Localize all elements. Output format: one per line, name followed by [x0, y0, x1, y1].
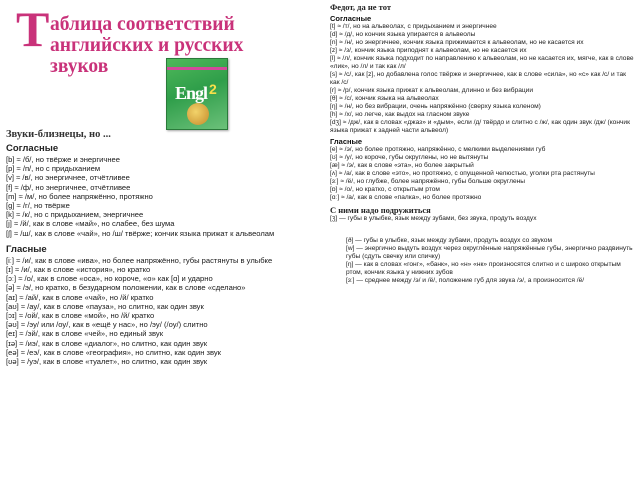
title-line-2: английских и русских [50, 35, 244, 56]
right-column [330, 2, 635, 285]
list-item: [ɑː] ≈ /а/, как в слове «палка», но более протяжно [330, 194, 482, 201]
list-item: [ŋ] ≈ /н/, но без вибрации, очень напряжённо (сверху языка коленом) [330, 103, 541, 110]
list-item: [eə] ≈ /еэ/, как в слове «география», но слитно, как один звук [6, 347, 221, 357]
list-item: [g] ≈ /г/, но твёрже [6, 201, 70, 211]
similar-intro: [ʒ] — губы в улыбке, язык между зубами, без звука, продуть воздух [330, 215, 537, 222]
list-item: [ʌ] ≈ /а/, как в слове «это», но протяжно, с опущенной челюстью, уголки рта растянуты [330, 170, 595, 177]
similar-heading: С ними надо подружиться [330, 205, 431, 215]
left-consonants-list [6, 155, 316, 238]
list-item: [t] ≈ /т/, но на альвеолах, с придыханием и энергичнее [330, 23, 497, 30]
left-column [6, 128, 316, 366]
list-item: [ʃ] ≈ /ш/, как в слове «чай», но /ш/ твёрже; кончик языка прижат к альвеолам [6, 228, 275, 238]
list-item: [ɒ] ≈ /о/, но кратко, с открытым ртом [330, 186, 440, 193]
list-item: [r] ≈ /р/, кончик языка прижат к альвеолам, длинно и без вибрации [330, 87, 533, 94]
list-item: [m] ≈ /м/, но более напряжённо, протяжно [6, 191, 153, 201]
list-item: [ŋ] — как в словах «гонг», «банк», но «н» «нк» произносятся слитно и с широко открытым ртом, кончик языка у нижних зубов [346, 261, 623, 276]
title-block [6, 1, 318, 77]
cover-band [167, 67, 227, 70]
list-item: [eɪ] ≈ /эй/, как в слове «чей», но единый звук [6, 329, 164, 339]
list-item: [ɜː] ≈ /ё/, но глубже, более напряжённо, губы больше округлены [330, 178, 525, 185]
list-item: [ʊə] ≈ /уэ/, как в слове «туалет», но слитно, как один звук [6, 357, 208, 367]
title-line-1: аблица соответствий [50, 14, 235, 35]
list-item: [aɪ] ≈ /ай/, как в слове «чай», но /й/ кратко [6, 292, 154, 302]
left-vowels-list [6, 256, 316, 366]
list-item: [n] ≈ /н/, но энергичнее, кончик языка прижимается к альвеолам, но не касается их [330, 39, 584, 46]
cover-globe-icon [187, 103, 209, 125]
left-vowels-heading: Гласные [6, 243, 47, 255]
list-item: [p] ≈ /п/, но с придыханием [6, 164, 101, 174]
list-item: [ð] — губы в улыбке, язык между зубами, продуть воздух со звуком [346, 237, 552, 244]
title-line-3: звуков [50, 56, 109, 77]
list-item: [ɪə] ≈ /иэ/, как в слове «диалог», но слитно, как один звук [6, 338, 208, 348]
list-item: [k] ≈ /к/, но с придыханием, энергичнее [6, 210, 144, 220]
list-item: [e] ≈ /э/, но более протяжно, напряжённо, с мелкими выделениями губ [330, 146, 546, 153]
list-item: [ɜː] — среднее между /э/ и /ё/, положение губ для звука /э/, а произносится /ё/ [346, 277, 585, 284]
left-consonants-heading: Согласные [6, 143, 59, 154]
right-consonants-list [330, 23, 635, 135]
left-subtitle: Звуки-близнецы, но ... [6, 129, 111, 140]
list-item: [θ] ≈ /с/, кончик языка на альвеолах [330, 95, 439, 102]
list-item: [əʊ] ≈ /эу/ или /оу/, как в «ещё у нас», но /эу/ (/оу/) слитно [6, 320, 208, 330]
list-item: [ɔː] ≈ /о/, как в слове «оса», но короче, «о» как [ɑ] и ударно [6, 274, 213, 284]
list-item: [dʒ] ≈ /дж/, как в словах «джаз» и «дым», если /д/ твёрдо и слитно с /ж/, как один звук /дж/ (кончик языка прижат к задней части альвеол) [330, 119, 632, 134]
textbook-cover-image [166, 58, 228, 130]
list-item: [ə] ≈ /э/, но кратко, в безударном положении, как в слове «сделано» [6, 283, 246, 293]
list-item: [j] ≈ /й/, как в слове «май», но слабее, без шума [6, 219, 175, 229]
list-item: [v] ≈ /в/, но энергичнее, отчётливее [6, 173, 130, 183]
list-item: [l] ≈ /л/, кончик языка подходит по направлению к альвеолам, но не касается их, мягче, как в слове «лик», но /л/ и так как /л/ [330, 55, 636, 70]
list-item: [b] ≈ /б/, но твёрже и энергичнее [6, 155, 120, 164]
list-item: [d] ≈ /д/, но кончик языка упирается в альвеолы [330, 31, 476, 38]
list-item: [w] — энергично выдуть воздух через округлённые напряжённые губы, энергично раздвинуть губы (сдуть свечку или спичку) [346, 245, 635, 260]
right-consonants-heading: Согласные [330, 14, 372, 23]
cover-number: 2 [209, 81, 217, 97]
right-vowels-list [330, 146, 635, 202]
list-item: [ʊ] ≈ /у/, но короче, губы округлены, но не вытянуты [330, 154, 489, 161]
right-vowels-heading: Гласные [330, 137, 363, 146]
right-subtitle: Федот, да не тот [330, 2, 392, 12]
list-item: [h] ≈ /х/, но легче, как выдох на гласном звуке [330, 111, 470, 118]
list-item: [ɔɪ] ≈ /ой/, как в слове «мой», но /й/ кратко [6, 311, 155, 321]
list-item: [æ] ≈ /э/, как в слове «эта», но более закрытый [330, 162, 474, 169]
list-item: [aʊ] ≈ /ау/, как в слове «пауза», но слитно, как один звук [6, 301, 204, 311]
list-item: [ɪ] ≈ /и/, как в слове «история», но кратко [6, 265, 151, 275]
list-item: [z] ≈ /з/, кончик языка приподнят к альвеолам, но не касается их [330, 47, 527, 54]
list-item: [iː] ≈ /и/, как в слове «ива», но более напряжённо, губы растянуты в улыбке [6, 255, 273, 265]
similar-list [330, 237, 635, 285]
title-big-letter: Т [16, 1, 50, 57]
cover-word: Engl [175, 83, 208, 103]
list-item: [f] ≈ /ф/, но энергичнее, отчётливее [6, 182, 131, 192]
list-item: [s] ≈ /с/, как [z], но добавлена голос твёрже и энергичнее, как в слове «сила», но «с» как /с/ и так как /с/ [330, 71, 628, 86]
